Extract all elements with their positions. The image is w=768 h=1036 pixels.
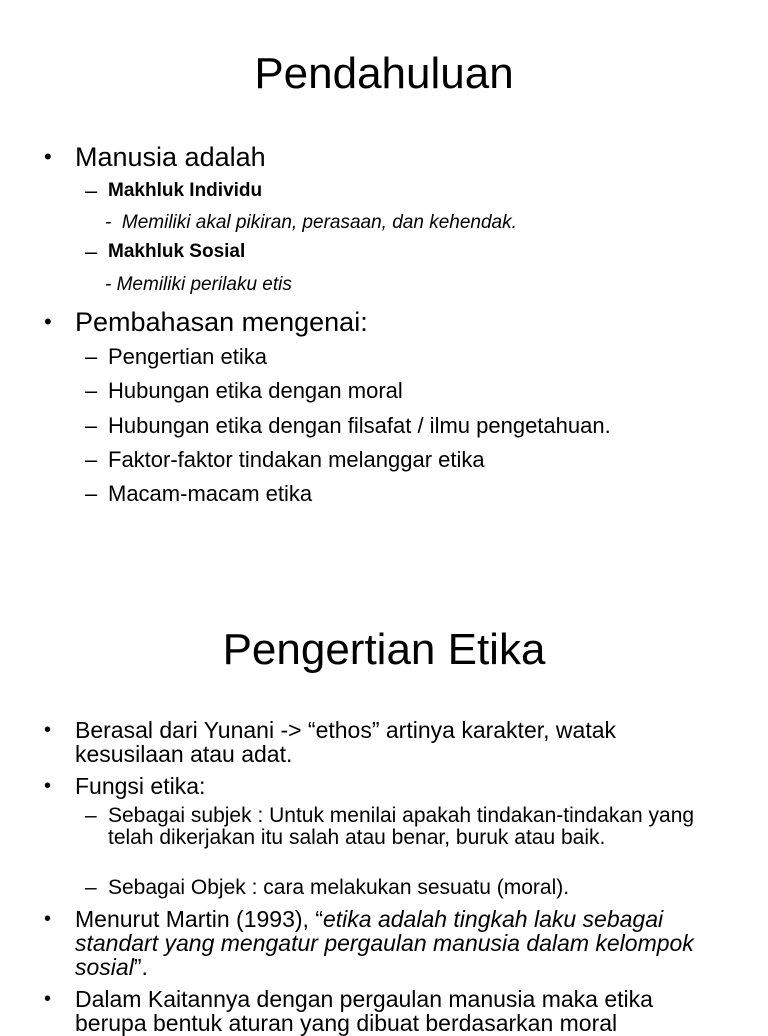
bullet-pembahasan: Pembahasan mengenai: — [75, 307, 368, 337]
bullet-martin-quote — [75, 907, 695, 979]
detail-sosial: - Memiliki perilaku etis — [105, 274, 292, 295]
bullet-manusia-adalah: Manusia adalah — [75, 142, 266, 172]
topic-item: Macam-macam etika — [108, 481, 313, 506]
bullet-fungsi-etika: Fungsi etika: — [75, 773, 206, 799]
dash-marker: – — [85, 447, 98, 472]
slide-title: Pengertian Etika — [222, 625, 546, 674]
fungsi-subjek: Sebagai subjek : Untuk menilai apakah tindakan-tindakan yang telah dikerjakan itu salah atau benar, buruk atau baik. — [108, 804, 695, 849]
dash-marker: – — [85, 413, 98, 438]
bullet-asal-kata: Berasal dari Yunani -> “ethos” artinya karakter, watak kesusilaan atau adat. — [75, 717, 616, 767]
bullet-marker: • — [44, 988, 52, 1010]
detail-individu: - Memiliki akal pikiran, perasaan, dan kehendak. — [105, 212, 517, 233]
topic-item: Hubungan etika dengan moral — [108, 378, 403, 403]
sub-makhluk-individu: Makhluk Individu — [108, 180, 263, 201]
dash-marker: – — [85, 804, 97, 827]
bullet-marker: • — [44, 144, 52, 169]
bullet-kaitan-pergaulan: Dalam Kaitannya dengan pergaulan manusia maka etika berupa bentuk aturan yang dibuat berdasarkan moral — [75, 986, 653, 1036]
quote-italic: etika adalah tingkah laku sebagai standart yang mengatur pergaulan manusia dalam kelompok sosial — [75, 906, 694, 980]
topic-item: Hubungan etika dengan filsafat / ilmu pengetahuan. — [108, 413, 611, 438]
slide-title: Pendahuluan — [254, 49, 514, 98]
slide-pengertian-etika — [0, 580, 768, 1036]
bullet-marker: • — [44, 309, 52, 334]
quote-prefix: Menurut Martin (1993), “ — [75, 906, 323, 932]
dash-marker: – — [85, 876, 97, 899]
bullet-marker: • — [44, 908, 52, 930]
bullet-marker: • — [44, 719, 52, 741]
bullet-marker: • — [44, 775, 52, 797]
dash-marker: – — [85, 481, 98, 506]
sub-makhluk-sosial: Makhluk Sosial — [108, 241, 246, 262]
topic-item: Pengertian etika — [108, 344, 267, 369]
fungsi-objek: Sebagai Objek : cara melakukan sesuatu (moral). — [108, 876, 570, 899]
dash-marker: – — [85, 239, 98, 264]
dash-marker: – — [85, 344, 98, 369]
dash-marker: – — [85, 178, 98, 203]
quote-suffix: ”. — [133, 954, 148, 980]
dash-marker: – — [85, 378, 98, 403]
topic-item: Faktor-faktor tindakan melanggar etika — [108, 447, 485, 472]
